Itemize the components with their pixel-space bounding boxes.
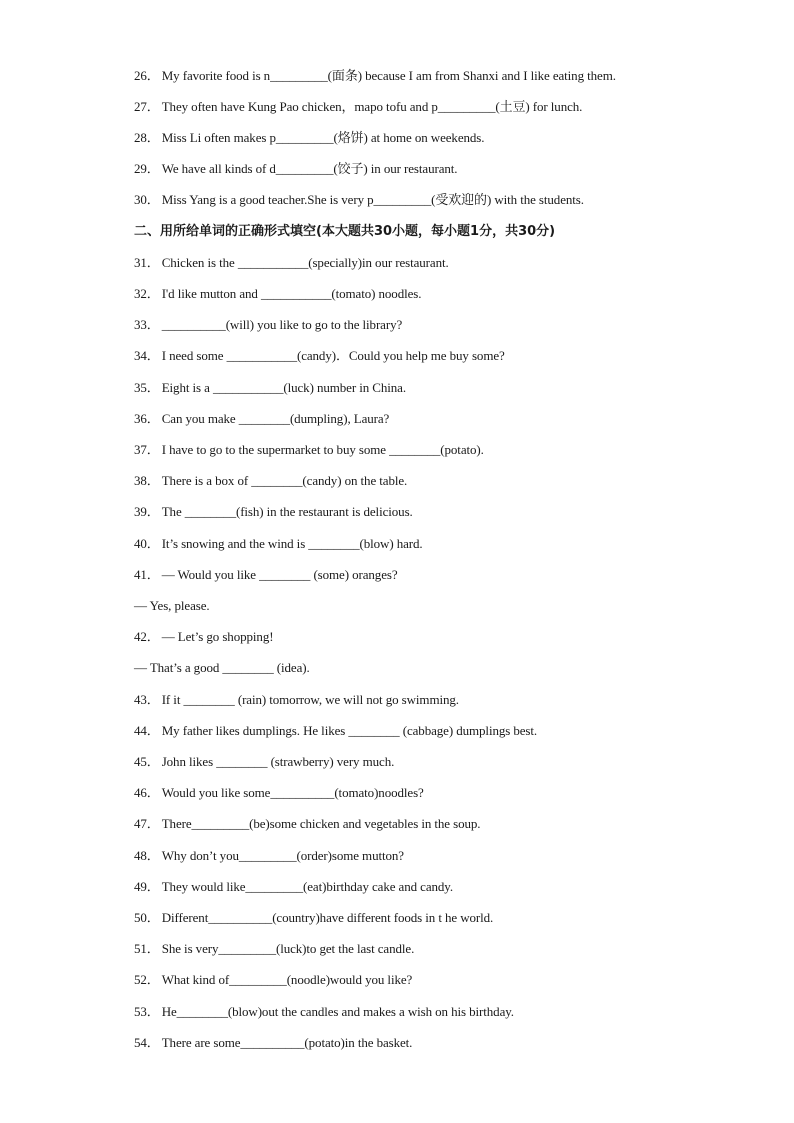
- question-39: [134, 501, 734, 523]
- question-number: 32．: [134, 286, 160, 301]
- question-text: We have all kinds of d_________(饺子) in our restaurant.: [161, 161, 458, 176]
- question-35: [134, 377, 734, 399]
- reply-text: — That’s a good ________ (idea).: [134, 660, 310, 675]
- question-28: [134, 127, 734, 149]
- question-number: 39．: [134, 504, 160, 519]
- question-44: [134, 720, 734, 742]
- question-number: 35．: [134, 380, 160, 395]
- question-number: 46．: [134, 785, 160, 800]
- question-number: 45．: [134, 754, 160, 769]
- question-text: __________(will) you like to go to the library?: [161, 317, 403, 332]
- question-text: Eight is a ___________(luck) number in China.: [161, 380, 406, 395]
- question-54: [134, 1032, 734, 1054]
- question-34: [134, 345, 734, 367]
- question-text: My favorite food is n_________(面条) because I am from Shanxi and I like eating them.: [161, 68, 616, 83]
- question-36: [134, 408, 734, 430]
- question-text: — Would you like ________ (some) oranges?: [161, 567, 398, 582]
- question-45: [134, 751, 734, 773]
- question-text: Miss Yang is a good teacher.She is very p_________(受欢迎的) with the students.: [161, 192, 584, 207]
- question-text: They often have Kung Pao chicken，mapo tofu and p_________(土豆) for lunch.: [161, 99, 583, 114]
- question-number: 28．: [134, 130, 160, 145]
- question-number: 40．: [134, 536, 160, 551]
- question-number: 51．: [134, 941, 160, 956]
- question-40: [134, 533, 734, 555]
- question-32: [134, 283, 734, 305]
- question-number: 52．: [134, 972, 160, 987]
- question-text: There are some__________(potato)in the basket.: [161, 1035, 413, 1050]
- question-31: [134, 252, 734, 274]
- question-43: [134, 689, 734, 711]
- question-number: 53．: [134, 1004, 160, 1019]
- question-53: [134, 1001, 734, 1023]
- question-text: Miss Li often makes p_________(烙饼) at home on weekends.: [161, 130, 485, 145]
- question-number: 26．: [134, 68, 160, 83]
- question-text: I need some ___________(candy)．Could you help me buy some?: [161, 348, 505, 363]
- question-number: 44．: [134, 723, 160, 738]
- question-41: [134, 564, 734, 586]
- section-heading-text: 二、用所给单词的正确形式填空(本大题共30小题，每小题1分，共30分): [134, 224, 556, 239]
- question-number: 38．: [134, 473, 160, 488]
- question-text: Why don’t you_________(order)some mutton?: [161, 848, 404, 863]
- question-number: 30．: [134, 192, 160, 207]
- question-text: There is a box of ________(candy) on the table.: [161, 473, 408, 488]
- question-27: [134, 96, 734, 118]
- question-text: There_________(be)some chicken and vegetables in the soup.: [161, 816, 481, 831]
- question-text: Can you make ________(dumpling), Laura?: [161, 411, 390, 426]
- question-number: 48．: [134, 848, 160, 863]
- question-number: 49．: [134, 879, 160, 894]
- question-number: 54．: [134, 1035, 160, 1050]
- question-49: [134, 876, 734, 898]
- question-number: 42．: [134, 629, 160, 644]
- question-text: If it ________ (rain) tomorrow, we will not go swimming.: [161, 692, 459, 707]
- question-text: She is very_________(luck)to get the last candle.: [161, 941, 415, 956]
- question-29: [134, 158, 734, 180]
- question-number: 37．: [134, 442, 160, 457]
- question-number: 31．: [134, 255, 160, 270]
- question-number: 43．: [134, 692, 160, 707]
- question-text: The ________(fish) in the restaurant is delicious.: [161, 504, 413, 519]
- question-number: 34．: [134, 348, 160, 363]
- question-52: [134, 969, 734, 991]
- reply-text: — Yes, please.: [134, 598, 210, 613]
- question-42: [134, 626, 734, 648]
- section-heading: [134, 221, 734, 243]
- question-number: 47．: [134, 816, 160, 831]
- question-38: [134, 470, 734, 492]
- question-33: [134, 314, 734, 336]
- question-50: [134, 907, 734, 929]
- question-text: My father likes dumplings. He likes ________ (cabbage) dumplings best.: [161, 723, 538, 738]
- question-48: [134, 845, 734, 867]
- question-text: Different__________(country)have different foods in t he world.: [161, 910, 494, 925]
- question-number: 29．: [134, 161, 160, 176]
- question-text: I have to go to the supermarket to buy some ________(potato).: [161, 442, 484, 457]
- question-text: Chicken is the ___________(specially)in our restaurant.: [161, 255, 449, 270]
- question-text: John likes ________ (strawberry) very much.: [161, 754, 395, 769]
- question-text: Would you like some__________(tomato)noodles?: [161, 785, 424, 800]
- question-41-reply: [134, 595, 734, 617]
- question-text: — Let’s go shopping!: [161, 629, 274, 644]
- question-number: 50．: [134, 910, 160, 925]
- question-number: 41．: [134, 567, 160, 582]
- question-number: 27．: [134, 99, 160, 114]
- question-text: He________(blow)out the candles and makes a wish on his birthday.: [161, 1004, 514, 1019]
- question-42-reply: [134, 657, 734, 679]
- question-46: [134, 782, 734, 804]
- question-26: [134, 65, 734, 87]
- question-37: [134, 439, 734, 461]
- question-51: [134, 938, 734, 960]
- question-number: 36．: [134, 411, 160, 426]
- question-text: It’s snowing and the wind is ________(blow) hard.: [161, 536, 423, 551]
- question-30: [134, 189, 734, 211]
- question-text: I'd like mutton and ___________(tomato) noodles.: [161, 286, 422, 301]
- question-text: They would like_________(eat)birthday cake and candy.: [161, 879, 454, 894]
- question-number: 33．: [134, 317, 160, 332]
- question-47: [134, 813, 734, 835]
- question-text: What kind of_________(noodle)would you like?: [161, 972, 413, 987]
